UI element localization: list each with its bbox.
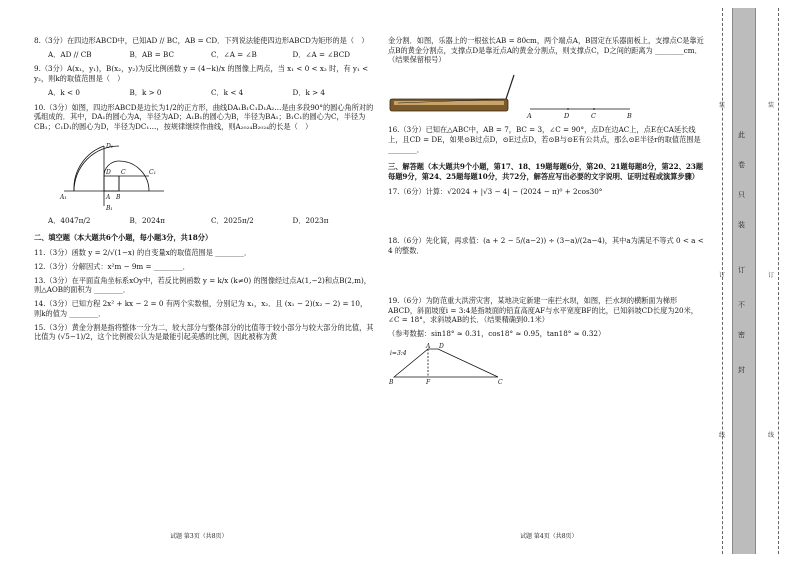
label-c1: C₁ bbox=[149, 168, 156, 176]
option-b: B．2024π bbox=[129, 215, 165, 225]
binding-char: 只 bbox=[738, 191, 745, 199]
binding-char: 卷 bbox=[738, 161, 745, 169]
question-9: 9.（3分）A(x₁，y₁)，B(x₂，y₂)为反比例函数 y = (4−k)/x 的图像上两点，当 x₁ < 0 < x₂ 时，有 y₁ < y₂，则k的取值范围是（ ） bbox=[34, 64, 369, 84]
binding-tag: 装 bbox=[719, 102, 726, 109]
question-10: 10.（3分）如图，四边形ABCD是边长为1/2的正方形，曲线DA₁B₁C₁D₁A₂…是由多段90°的圆心角所对的弧组成的．其中，DA₁的圆心为A，半径为AD；A₁B₁的圆心为B，半径为BA₁；B₁C₁的圆心为C，半径为CB₁；C₁D₁的圆心为D，半径为DC₁…，按规律继续作曲线，则A₂₀₂₄B₂₀₂₄的长是（ ） bbox=[34, 102, 374, 132]
option-b: B．AB = BC bbox=[129, 49, 174, 59]
binding-tag: 订 bbox=[768, 272, 775, 279]
left-column bbox=[34, 36, 374, 346]
binding-tag: 线 bbox=[768, 432, 775, 439]
option-b: B．k > 0 bbox=[129, 87, 162, 97]
binding-char: 此 bbox=[738, 131, 745, 139]
question-19-reference: （参考数据：sin18° ≈ 0.31，cos18° ≈ 0.95，tan18° ≈ 0.32） bbox=[388, 329, 606, 339]
label-d: D bbox=[439, 342, 444, 350]
section-3-heading: 三、解答题（本大题共9个小题，第17、18、19题每题6分，第20、21题每题8分，第22、23题每题9分，第24、25题每题10分，共72分，解答应写出必要的文字说明、证明过程或演算步骤） bbox=[388, 162, 704, 182]
question-9-options bbox=[48, 88, 374, 98]
question-15: 15.（3分）黄金分割是指将整体一分为二，较大部分与整体部分的比值等于较小部分与较大部分的比值，其比值为 (√5−1)/2，这个比例被公认为是最能引起美感的比例，因此被称为黄 bbox=[34, 322, 374, 342]
spiral-figure bbox=[44, 136, 194, 214]
option-c: C．k < 4 bbox=[211, 87, 244, 97]
binding-char: 订 bbox=[738, 266, 745, 274]
binding-char: 不 bbox=[738, 301, 745, 309]
label-b: B bbox=[389, 378, 394, 385]
slope-label: i=3:4 bbox=[390, 349, 407, 357]
question-19: 19.（6分）为防范重大洪涝灾害，某地决定新建一座拦水坝，如图，拦水坝的横断面为梯形ABCD，斜面坡度i = 3:4是指坡面的铅直高度AF与水平宽度BF的比，已知斜坡CD长度为20米，∠C = 18°，求斜坡AB的长．（结果精确到0.1米） bbox=[388, 295, 698, 325]
section-2-heading: 二、填空题（本大题共6个小题，每小题3分，共18分） bbox=[34, 233, 213, 243]
option-c: C．2025π/2 bbox=[211, 215, 254, 225]
question-12: 12.（3分）分解因式：x²m − 9m = ________． bbox=[34, 261, 190, 271]
label-d: D bbox=[564, 112, 570, 120]
option-c: C．∠A = ∠B bbox=[211, 49, 257, 59]
label-a: A bbox=[106, 193, 111, 201]
question-11: 11.（3分）函数 y = 2/√(1−x) 的自变量x的取值范围是 ________． bbox=[34, 248, 252, 258]
square-abcd bbox=[104, 176, 119, 191]
label-b: B bbox=[116, 193, 121, 201]
question-13: 13.（3分）在平面直角坐标系xOy中，若反比例函数 y = k/x (k≠0) 的图像经过点A(1,−2)和点B(2,m)，则△AOB的面积为 ________． bbox=[34, 275, 371, 295]
binding-char: 封 bbox=[738, 366, 745, 374]
label-a1: A₁ bbox=[60, 193, 67, 201]
option-d: D．k > 4 bbox=[292, 87, 325, 97]
question-16: 16.（3分）已知在△ABC中，AB = 7，BC = 3，∠C = 90°，点D在边AC上，点E在CA延长线上，且CD = DE，如果⊙B过点D，⊙E过点D，若⊙B与⊙E有公共点，那么⊙E半径r的取值范围是 ________． bbox=[388, 125, 701, 154]
label-d: D bbox=[106, 168, 111, 176]
instrument-figure bbox=[388, 69, 648, 119]
dam-figure bbox=[388, 343, 508, 385]
label-d1: D₁ bbox=[106, 142, 114, 150]
option-a: A．4047π/2 bbox=[48, 215, 91, 225]
label-a: A bbox=[426, 342, 431, 350]
question-8: 8.（3分）在四边形ABCD中，已知AD // BC，AB = CD．下列说法能使四边形ABCD为矩形的是（ ） bbox=[34, 36, 369, 45]
question-10-options bbox=[48, 216, 374, 226]
binding-char: 密 bbox=[738, 331, 745, 339]
label-f: F bbox=[426, 378, 431, 385]
question-8-options bbox=[48, 50, 374, 60]
option-a: A．AD // CB bbox=[48, 49, 92, 59]
question-18: 18.（6分）先化简，再求值：(a + 2 − 5/(a−2)) ÷ (3−a)/(2a−4)，其中a为满足不等式 0 < a < 4 的整数． bbox=[388, 236, 704, 256]
question-14: 14.（3分）已知方程 2x² + kx − 2 = 0 有两个实数根，分别记为 x₁，x₂．且 (x₁ − 2)(x₂ − 2) = 10，则k的值为 ________． bbox=[34, 299, 368, 318]
page-footer-right: 试题 第4页（共8页） bbox=[520, 533, 578, 540]
binding-strip bbox=[732, 8, 756, 554]
option-d: D．2023π bbox=[292, 215, 329, 225]
label-c: C bbox=[121, 168, 126, 176]
binding-tag: 订 bbox=[719, 272, 726, 279]
page-footer-left: 试题 第3页（共8页） bbox=[170, 533, 228, 540]
binding-tag: 线 bbox=[719, 432, 726, 439]
label-c: C bbox=[498, 378, 503, 385]
right-column bbox=[388, 36, 706, 385]
option-a: A．k < 0 bbox=[48, 87, 80, 97]
trapezoid-abcd bbox=[394, 349, 498, 377]
question-17: 17.（6分）计算：√2024 + |√3 − 4| − (2024 − π)⁰ + 2cos30° bbox=[388, 186, 603, 196]
option-d: D．∠A = ∠BCD bbox=[292, 49, 350, 59]
question-15-continued: 金分割．如图，乐器上的一根弦长AB = 80cm，两个端点A，B固定在乐器面板上，支撑点C是靠近点B的黄金分割点，支撑点D是靠近点A的黄金分割点，则支撑点C，D之间的距离为 ________cm．（结果保留根号） bbox=[388, 36, 704, 65]
instrument-image bbox=[390, 75, 514, 111]
binding-tag: 装 bbox=[768, 102, 775, 109]
label-b: B bbox=[627, 112, 632, 120]
label-a: A bbox=[527, 112, 532, 120]
binding-char: 装 bbox=[738, 221, 745, 229]
label-c: C bbox=[591, 112, 596, 120]
label-b1: B₁ bbox=[106, 204, 113, 212]
